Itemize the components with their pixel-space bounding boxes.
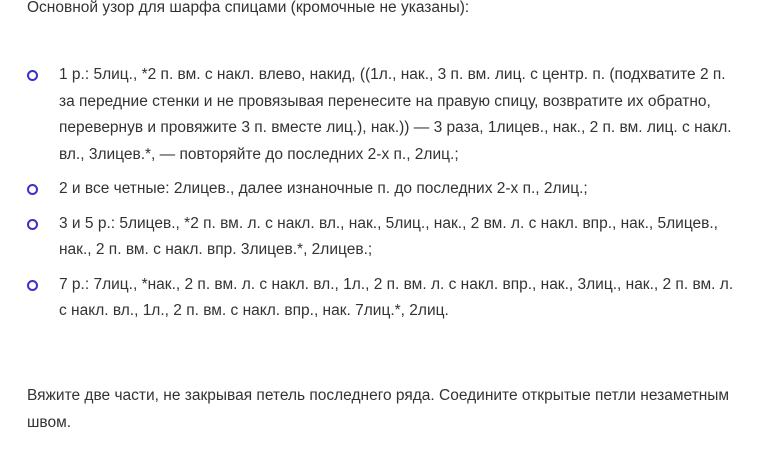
circle-bullet-icon	[27, 219, 38, 230]
outro-text-line: швом.	[27, 413, 72, 431]
pattern-row-list	[0, 62, 781, 333]
row-text-line: нак., 2 п. вм. с накл. впр. 3лицев.*, 2лицев.;	[59, 241, 373, 258]
row-text-line: с накл. вл., 1л., 2 п. вм. с накл. впр., нак. 7лиц.*, 2лиц.	[59, 302, 449, 319]
row-text-line: вл., 3лицев.*, — повторяйте до последних 2-х п., 2лиц.;	[59, 145, 459, 163]
intro-paragraph: Основной узор для шарфа спицами (кромочные не указаны):	[27, 0, 470, 16]
outro-paragraph	[27, 383, 729, 436]
pattern-row-1	[0, 62, 781, 168]
circle-bullet-icon	[27, 184, 38, 195]
circle-bullet-icon	[27, 70, 38, 81]
row-text-line: перевернув и провяжите 3 п. вместе лиц.), нак.)) — 3 раза, 1лицев., нак., 2 п. вм. лиц. с накл.	[59, 119, 732, 136]
row-text-line: 3 и 5 р.: 5лицев., *2 п. вм. л. с накл. вл., нак., 5лиц., нак., 2 вм. л. с накл. впр., нак., 5лицев.,	[59, 214, 718, 232]
pattern-row-3	[0, 211, 781, 264]
row-text-line: 2 и все четные: 2лицев., далее изнаночные п. до последних 2-х п., 2лиц.;	[59, 180, 588, 197]
row-text-line: 7 р.: 7лиц., *нак., 2 п. вм. л. с накл. вл., 1л., 2 п. вм. л. с накл. впр., нак., 3лиц., нак., 2 п. вм. л.	[59, 275, 734, 293]
outro-text-line: Вяжите две части, не закрывая петель последнего ряда. Соедините открытые петли незаметным	[27, 387, 730, 404]
circle-bullet-icon	[27, 280, 38, 291]
row-text-line: 1 р.: 5лиц., *2 п. вм. с накл. влево, накид, ((1л., нак., 3 п. вм. лиц. с центр. п. (подхватите 2 п.	[59, 66, 726, 83]
pattern-row-2	[0, 176, 781, 203]
row-text-line: за передние стенки и не провязывая перенесите на правую спицу, возвратите их обратно,	[59, 92, 711, 110]
pattern-row-4	[0, 272, 781, 325]
